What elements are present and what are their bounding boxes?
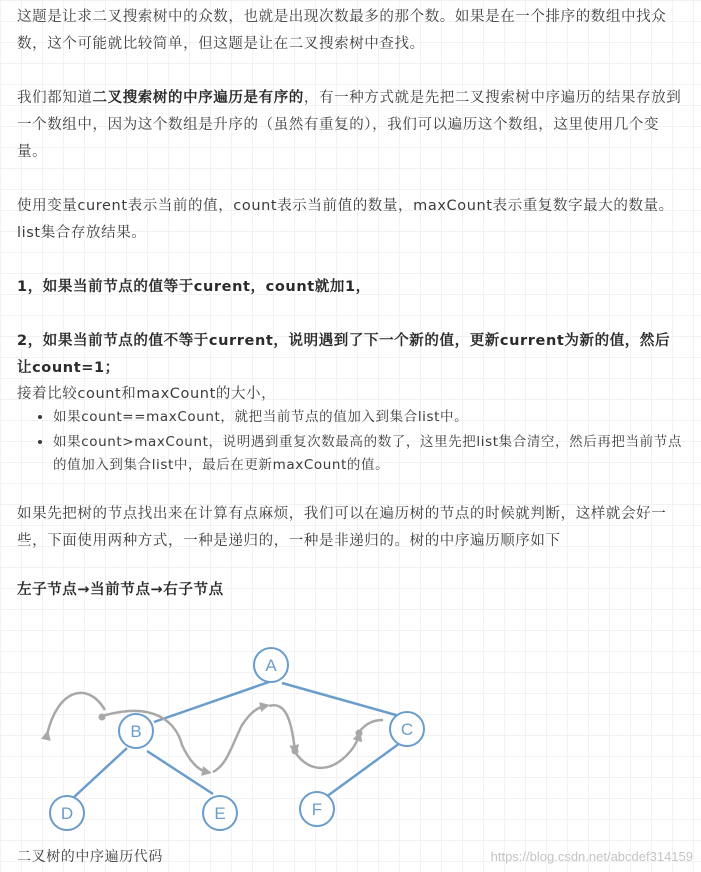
inorder-order-text: 左子节点→当前节点→右子节点: [17, 582, 224, 598]
tree-node-label: B: [130, 722, 142, 741]
traversal-arrow-path: [269, 705, 295, 750]
traversal-dot: [356, 730, 363, 737]
paragraph-inorder: [17, 85, 685, 166]
tree-edge-a-b: [154, 682, 269, 722]
tree-node-e: [203, 796, 237, 830]
paragraph-approach: 如果先把树的节点找出来在计算有点麻烦，我们可以在遍历树的节点的时候就判断，这样就会好一些，下面使用两种方式，一种是递归的，一种是非递归的。树的中序遍历顺序如下: [17, 506, 667, 549]
tree-node-label: D: [60, 804, 74, 823]
text-segment: ，有一种方式就是先把二叉搜索树中序遍历的结果存放到一个数组中，因为这个数组是升序的（虽然有重复的），我们可以遍历这个数组，这里使用几个变量。: [17, 90, 682, 160]
rule-1: [17, 274, 685, 301]
tree-node-b: [119, 714, 153, 748]
tree-edge-b-e: [147, 751, 213, 794]
tree-node-label: A: [265, 656, 277, 675]
inorder-order: [17, 577, 685, 604]
binary-tree-diagram: [17, 640, 437, 835]
tree-node-f: [300, 792, 334, 826]
paragraph-intro: 这题是让求二叉搜索树中的众数，也就是出现次数最多的那个数。如果是在一个排序的数组中找众数，这个可能就比较简单，但这题是让在二叉搜索树中查找。: [17, 9, 667, 52]
text-segment: 我们都知道: [17, 90, 93, 106]
rule-2-text: 2，如果当前节点的值不等于current，说明遇到了下一个新的值，更新current为新的值，然后让count=1；: [17, 333, 671, 376]
watermark: https://blog.csdn.net/abcdef314159: [490, 849, 693, 864]
list-item: • 如果count==maxCount，就把当前节点的值加入到集合list中。: [53, 406, 685, 429]
paragraph-variables: 使用变量curent表示当前的值，count表示当前值的数量，maxCount表示重复数字最大的数量。list集合存放结果。: [17, 198, 674, 241]
traversal-arrow-path: [213, 706, 265, 772]
bold-inorder-sorted: 二叉搜索树的中序遍历是有序的: [92, 90, 304, 106]
tree-edge-c-f: [326, 743, 400, 797]
traversal-dot: [292, 748, 299, 755]
tree-edge-a-c: [282, 683, 403, 717]
tree-node-label: C: [400, 720, 414, 739]
tree-node-c: [390, 712, 424, 746]
traversal-dot: [99, 714, 106, 721]
code-caption: 二叉树的中序遍历代码: [17, 849, 163, 865]
compare-list: [17, 406, 685, 477]
paragraph-compare: 接着比较count和maxCount的大小，: [17, 386, 277, 402]
list-item: • 如果count>maxCount，说明遇到重复次数最高的数了，这里先把list集合清空，然后再把当前节点的值加入到集合list中，最后在更新maxCount的值。: [53, 431, 685, 477]
tree-node-label: F: [311, 800, 323, 819]
tree-node-a: [254, 648, 288, 682]
traversal-arrow-path: [102, 711, 207, 772]
traversal-arrow-path: [295, 736, 359, 768]
rule-2: [17, 328, 685, 382]
tree-node-label: E: [214, 804, 226, 823]
traversal-arrow-path: [359, 720, 383, 732]
traversal-arrow-path: [47, 693, 105, 735]
rule-1-text: 1，如果当前节点的值等于curent，count就加1，: [17, 279, 371, 295]
article-body: [17, 4, 685, 604]
tree-edge-b-d: [73, 748, 127, 798]
tree-node-d: [50, 796, 84, 830]
